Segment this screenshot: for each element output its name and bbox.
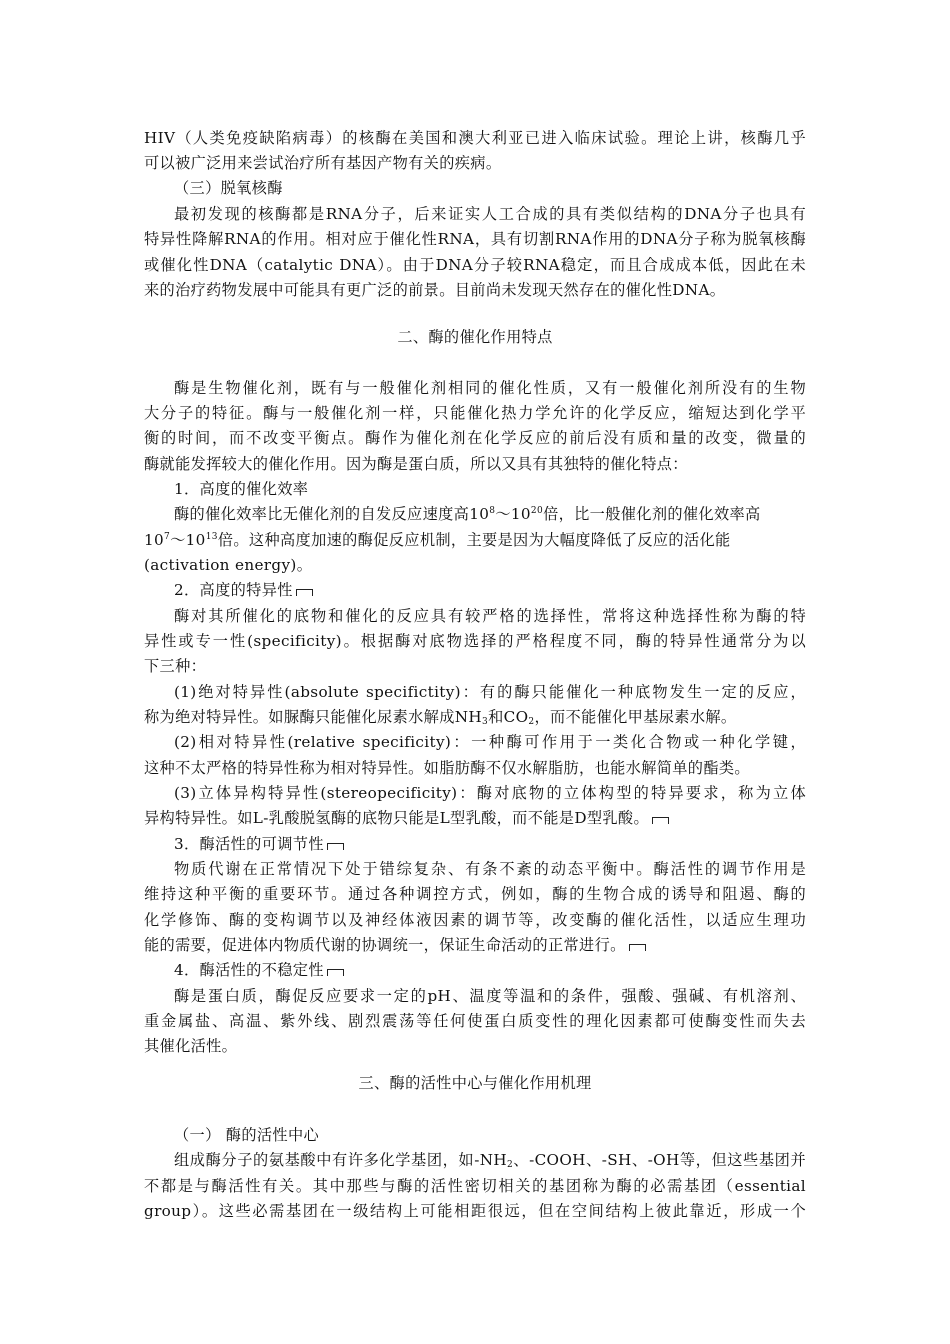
text-line: 这种不太严格的特异性称为相对特异性。如脂肪酶不仅水解脂肪，也能水解简单的酯类。	[144, 759, 750, 777]
text-line: $10^7\sim 10^{13}$倍。这种高度加速的酶促反应机制，主要是因为大幅度降低了反应的活化能	[144, 531, 731, 549]
edit-mark-icon	[652, 817, 669, 824]
text-line: 来的治疗药物发展中可能具有更广泛的前景。目前尚未发现天然存在的催化性DNA。	[144, 281, 726, 299]
text-line: 特异性降解RNA的作用。相对应于催化性RNA，具有切割RNA作用的DNA分子称为脱氧核酶	[144, 230, 806, 248]
list-item-heading: 3．酶活性的可调节性	[144, 832, 806, 857]
text-line: 不都是与酶活性有关。其中那些与酶的活性密切相关的基团称为酶的必需基团（essential	[144, 1177, 806, 1195]
text-line: 可以被广泛用来尝试治疗所有基因产物有关的疾病。	[144, 154, 502, 172]
list-item-heading: 2．高度的特异性	[144, 578, 806, 603]
text-line: (activation energy)。	[144, 556, 313, 574]
list-item-heading: 4．酶活性的不稳定性	[144, 958, 806, 983]
text-line: 异构特异性。如L-乳酸脱氢酶的底物只能是L型乳酸，而不能是D型乳酸。	[144, 806, 806, 831]
text-line: 下三种：	[144, 657, 207, 675]
text-line: 能的需要，促进体内物质代谢的协调统一，保证生命活动的正常进行。	[144, 933, 806, 958]
text-line: 重金属盐、高温、紫外线、剧烈震荡等任何使蛋白质变性的理化因素都可使酶变性而失去	[144, 1012, 806, 1030]
text-line: 物质代谢在正常情况下处于错综复杂、有条不紊的动态平衡中。酶活性的调节作用是	[174, 860, 806, 878]
text-line: 大分子的特征。酶与一般催化剂一样，只能催化热力学允许的化学反应，缩短达到化学平	[144, 404, 806, 422]
text-line: (1)绝对特异性(absolute specifictity)：有的酶只能催化一种底物发生一定的反应，	[174, 683, 806, 701]
text-line: 其催化活性。	[144, 1037, 238, 1055]
subsection-heading: （一） 酶的活性中心	[174, 1126, 320, 1144]
text-line: 衡的时间，而不改变平衡点。酶作为催化剂在化学反应的前后没有质和量的改变，微量的	[144, 429, 806, 447]
edit-mark-icon	[296, 589, 313, 596]
section-heading: 二、酶的催化作用特点	[397, 328, 553, 346]
text-line: group）。这些必需基团在一级结构上可能相距很远，但在空间结构上彼此靠近，形成一个	[144, 1202, 806, 1220]
edit-mark-icon	[327, 843, 344, 850]
text-line: 酶就能发挥较大的催化作用。因为酶是蛋白质，所以又具有其独特的催化特点：	[144, 455, 688, 473]
text-line: (3)立体异构特异性(stereopecificity)：酶对底物的立体构型的特异要求，称为立体	[174, 784, 806, 802]
text-line: 最初发现的核酶都是RNA分子，后来证实人工合成的具有类似结构的DNA分子也具有	[174, 205, 806, 223]
subsection-heading: （三）脱氧核酶	[174, 179, 283, 197]
text-line: 酶的催化效率比无催化剂的自发反应速度高$10^8\sim 10^{20}$倍，比一般催化剂的催化效率高	[174, 505, 761, 523]
text-line: 化学修饰、酶的变构调节以及神经体液因素的调节等，改变酶的催化活性，以适应生理功	[144, 911, 806, 929]
text-line: 酶是生物催化剂，既有与一般催化剂相同的催化性质，又有一般催化剂所没有的生物	[174, 379, 806, 397]
text-line: 异性或专一性(specificity)。根据酶对底物选择的严格程度不同，酶的特异性通常分为以	[144, 632, 806, 650]
text-line: 酶是蛋白质，酶促反应要求一定的pH、温度等温和的条件，强酸、强碱、有机溶剂、	[174, 987, 806, 1005]
edit-mark-icon	[629, 944, 646, 951]
text-line: HIV（人类免疫缺陷病毒）的核酶在美国和澳大利亚已进入临床试验。理论上讲，核酶几乎	[144, 129, 806, 147]
text-line: 酶对其所催化的底物和催化的反应具有较严格的选择性，常将这种选择性称为酶的特	[174, 607, 806, 625]
text-line: 或催化性DNA（catalytic DNA）。由于DNA分子较RNA稳定，而且合成成本低，因此在未	[144, 256, 806, 274]
section-heading: 三、酶的活性中心与催化作用机理	[358, 1074, 592, 1092]
text-line: 组成酶分子的氨基酸中有许多化学基团，如$-NH_2$、-COOH、-SH、-OH等，但这些基团并	[174, 1151, 806, 1170]
text-line: 维持这种平衡的重要环节。通过各种调控方式，例如，酶的生物合成的诱导和阻遏、酶的	[144, 885, 806, 903]
edit-mark-icon	[327, 969, 344, 976]
text-line: (2)相对特异性(relative specificity)：一种酶可作用于一类化合物或一种化学键，	[174, 733, 806, 751]
list-item-heading: 1．高度的催化效率	[174, 480, 309, 498]
text-line: 称为绝对特异性。如脲酶只能催化尿素水解成$NH_3$和$CO_2$，而不能催化甲基尿素水解。	[144, 708, 737, 727]
